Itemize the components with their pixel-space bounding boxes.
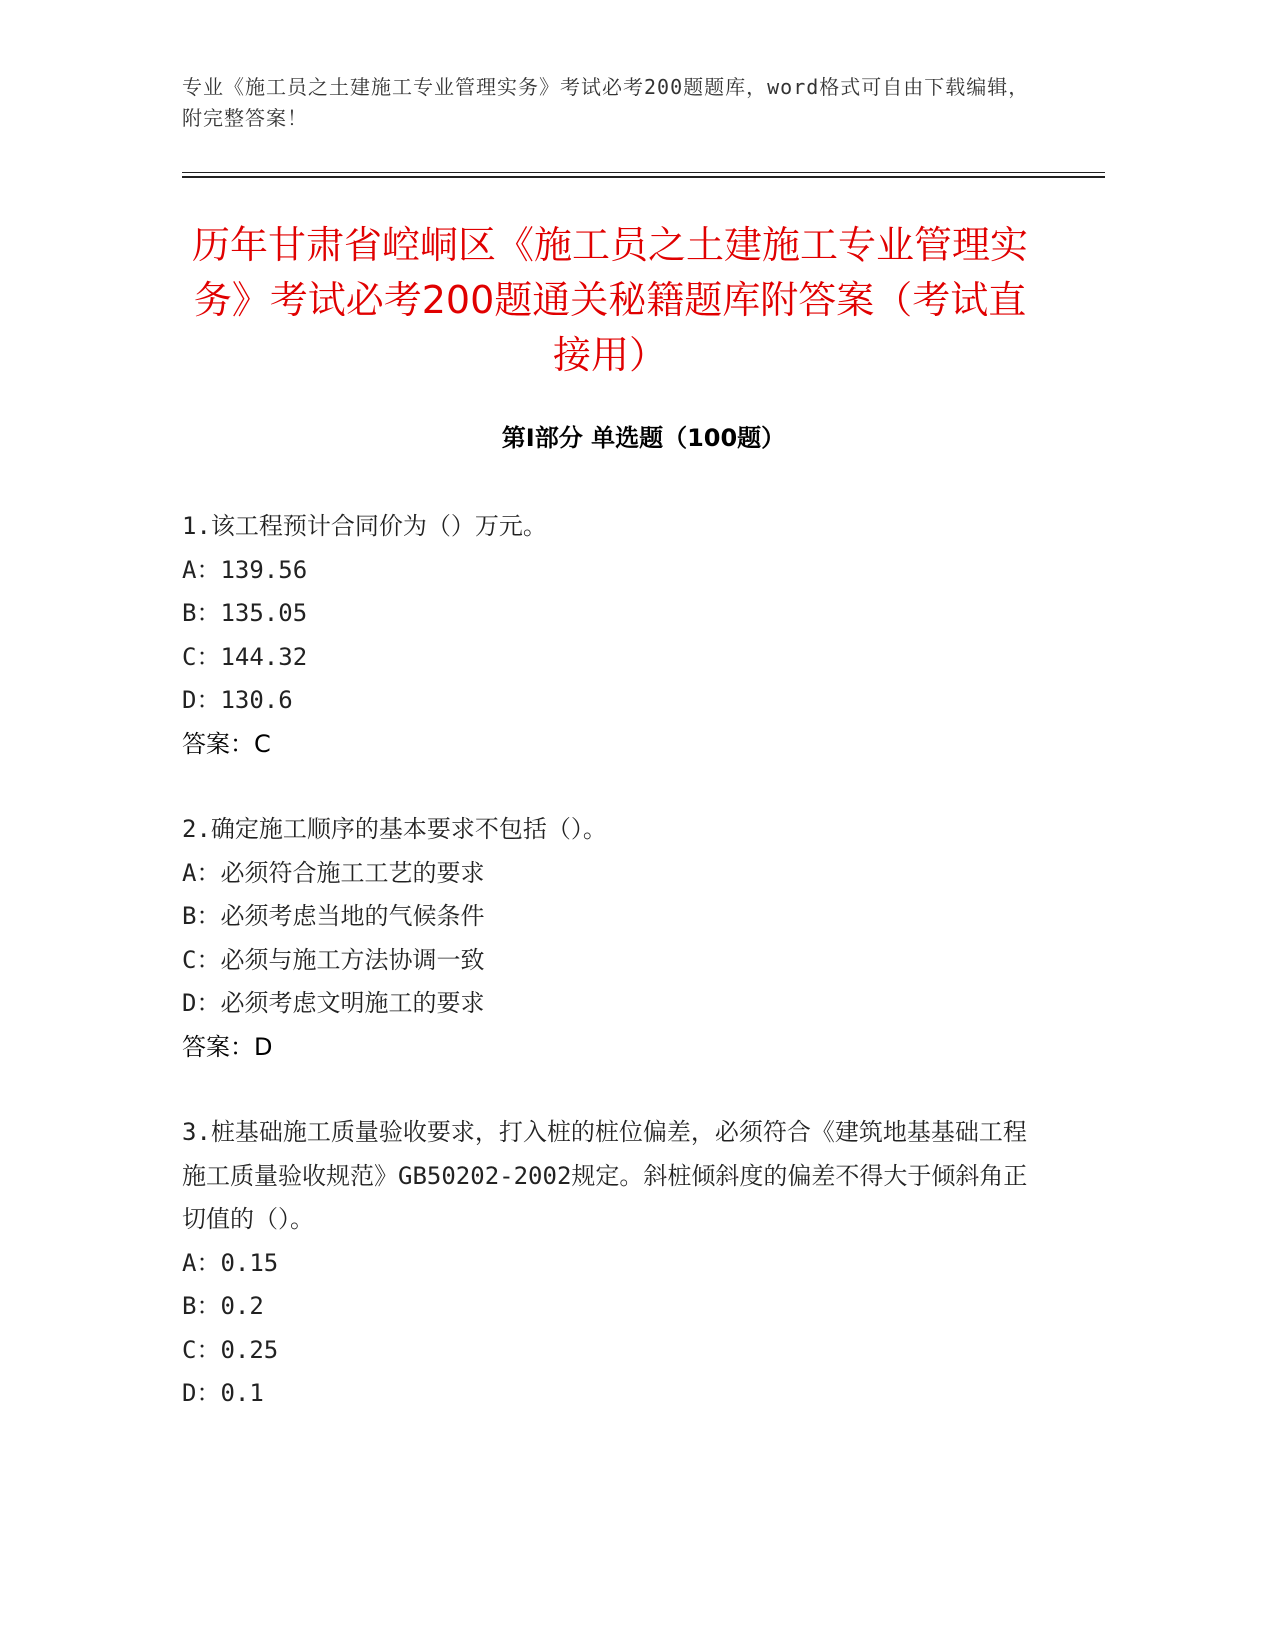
document-title: 历年甘肃省崆峒区《施工员之土建施工专业管理实务》考试必考200题通关秘籍题库附答案（考试直接用） bbox=[191, 223, 1028, 377]
option-d: D：0.1 bbox=[182, 1379, 264, 1407]
answer: 答案：C bbox=[182, 729, 271, 758]
header-divider-thin bbox=[182, 172, 1105, 173]
option-c: C：必须与施工方法协调一致 bbox=[182, 945, 485, 974]
option-b: B：必须考虑当地的气候条件 bbox=[182, 902, 485, 930]
answer: 答案：D bbox=[182, 1032, 273, 1061]
option-b: B：135.05 bbox=[182, 599, 308, 627]
option-b: B：0.2 bbox=[182, 1292, 264, 1320]
question-stem: 2.确定施工顺序的基本要求不包括（）。 bbox=[182, 815, 607, 843]
option-c: C：144.32 bbox=[182, 642, 308, 671]
question-2 bbox=[182, 808, 1032, 1069]
header-divider-thick bbox=[182, 176, 1105, 178]
option-c: C：0.25 bbox=[182, 1335, 279, 1364]
question-1 bbox=[182, 505, 1032, 766]
question-3 bbox=[182, 1111, 1032, 1416]
section-title: 第I部分 单选题（100题） bbox=[501, 424, 786, 452]
option-a: A：0.15 bbox=[182, 1248, 279, 1277]
option-d: D：130.6 bbox=[182, 686, 293, 714]
option-a: A：必须符合施工工艺的要求 bbox=[182, 858, 485, 887]
question-stem: 3.桩基础施工质量验收要求，打入桩的桩位偏差，必须符合《建筑地基基础工程施工质量验收规范》GB50202-2002规定。斜桩倾斜度的偏差不得大于倾斜角正切值的（）。 bbox=[182, 1118, 1028, 1233]
question-list bbox=[182, 505, 1032, 1458]
header-note: 专业《施工员之土建施工专业管理实务》考试必考200题题库，word格式可自由下载编辑，附完整答案！ bbox=[182, 75, 1030, 130]
option-d: D：必须考虑文明施工的要求 bbox=[182, 989, 485, 1017]
question-stem: 1.该工程预计合同价为（）万元。 bbox=[182, 512, 547, 540]
option-a: A：139.56 bbox=[182, 555, 308, 584]
